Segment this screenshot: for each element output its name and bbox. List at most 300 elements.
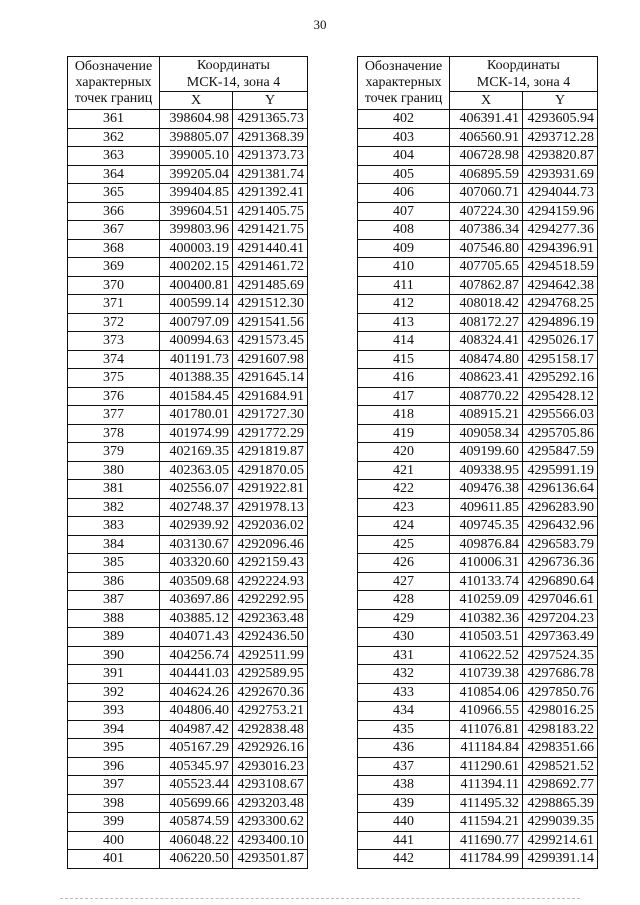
- x-coordinate-cell: 404987.42: [160, 720, 233, 739]
- point-label-line-3: точек границ: [364, 91, 443, 106]
- y-coordinate-cell: 4291512.30: [233, 295, 308, 314]
- y-coordinate-cell: 4294642.38: [523, 276, 598, 295]
- point-number-cell: 396: [68, 757, 160, 776]
- table-row: [68, 128, 308, 147]
- x-coordinate-cell: 407386.34: [450, 221, 523, 240]
- y-coordinate-cell: 4293300.62: [233, 813, 308, 832]
- x-coordinate-cell: 406728.98: [450, 147, 523, 166]
- x-coordinate-cell: 410259.09: [450, 591, 523, 610]
- point-number-cell: 438: [358, 776, 450, 795]
- y-coordinate-cell: 4298521.52: [523, 757, 598, 776]
- y-coordinate-cell: 4292363.48: [233, 609, 308, 628]
- x-coordinate-cell: 398805.07: [160, 128, 233, 147]
- y-coordinate-cell: 4292753.21: [233, 702, 308, 721]
- point-number-cell: 366: [68, 202, 160, 221]
- table-row: [358, 776, 598, 795]
- y-coordinate-cell: 4298016.25: [523, 702, 598, 721]
- y-coordinate-cell: 4291541.56: [233, 313, 308, 332]
- x-coordinate-cell: 399005.10: [160, 147, 233, 166]
- y-coordinate-cell: 4292292.95: [233, 591, 308, 610]
- point-number-cell: 419: [358, 424, 450, 443]
- point-number-cell: 403: [358, 128, 450, 147]
- table-row: [68, 461, 308, 480]
- point-number-cell: 383: [68, 517, 160, 536]
- point-number-cell: 441: [358, 831, 450, 850]
- y-coordinate-cell: 4295566.03: [523, 406, 598, 425]
- table-row: [68, 609, 308, 628]
- point-number-cell: 436: [358, 739, 450, 758]
- point-number-cell: 397: [68, 776, 160, 795]
- point-number-cell: 368: [68, 239, 160, 258]
- point-number-cell: 376: [68, 387, 160, 406]
- table-row: [68, 165, 308, 184]
- y-coordinate-cell: 4294044.73: [523, 184, 598, 203]
- table-row: [68, 757, 308, 776]
- y-coordinate-cell: 4298692.77: [523, 776, 598, 795]
- point-number-cell: 417: [358, 387, 450, 406]
- point-number-cell: 378: [68, 424, 160, 443]
- point-number-cell: 385: [68, 554, 160, 573]
- x-coordinate-cell: 410854.06: [450, 683, 523, 702]
- y-coordinate-cell: 4293400.10: [233, 831, 308, 850]
- point-number-cell: 404: [358, 147, 450, 166]
- table-row: [68, 202, 308, 221]
- point-number-cell: 431: [358, 646, 450, 665]
- point-number-cell: 390: [68, 646, 160, 665]
- y-coordinate-cell: 4298351.66: [523, 739, 598, 758]
- y-coordinate-cell: 4291368.39: [233, 128, 308, 147]
- x-coordinate-cell: 408324.41: [450, 332, 523, 351]
- x-coordinate-cell: 403509.68: [160, 572, 233, 591]
- y-coordinate-cell: 4295158.17: [523, 350, 598, 369]
- point-label-line-2: характерных: [365, 75, 442, 90]
- table-row: [358, 554, 598, 573]
- table-row: [358, 498, 598, 517]
- table-row: [68, 831, 308, 850]
- y-coordinate-cell: 4291573.45: [233, 332, 308, 351]
- point-number-cell: 362: [68, 128, 160, 147]
- point-number-cell: 430: [358, 628, 450, 647]
- x-coordinate-cell: 398604.98: [160, 110, 233, 129]
- y-column-header: Y: [523, 92, 598, 110]
- x-coordinate-cell: 409338.95: [450, 461, 523, 480]
- point-label-line-1: Обозначение: [74, 59, 153, 74]
- x-coordinate-cell: 402748.37: [160, 498, 233, 517]
- table-row: [68, 480, 308, 499]
- table-row: [358, 128, 598, 147]
- x-coordinate-cell: 401191.73: [160, 350, 233, 369]
- point-number-cell: 415: [358, 350, 450, 369]
- table-row: [68, 850, 308, 869]
- x-coordinate-cell: 400400.81: [160, 276, 233, 295]
- point-number-cell: 395: [68, 739, 160, 758]
- point-number-cell: 394: [68, 720, 160, 739]
- point-number-cell: 387: [68, 591, 160, 610]
- x-coordinate-cell: 403130.67: [160, 535, 233, 554]
- table-row: [358, 147, 598, 166]
- y-coordinate-cell: 4291772.29: [233, 424, 308, 443]
- y-coordinate-cell: 4295026.17: [523, 332, 598, 351]
- table-row: [68, 628, 308, 647]
- x-coordinate-cell: 409199.60: [450, 443, 523, 462]
- x-coordinate-cell: 411690.77: [450, 831, 523, 850]
- x-coordinate-cell: 404256.74: [160, 646, 233, 665]
- x-coordinate-cell: 408018.42: [450, 295, 523, 314]
- x-coordinate-cell: 409876.84: [450, 535, 523, 554]
- y-coordinate-cell: 4292511.99: [233, 646, 308, 665]
- table-row: [68, 184, 308, 203]
- point-number-cell: 416: [358, 369, 450, 388]
- x-coordinate-cell: 401584.45: [160, 387, 233, 406]
- y-coordinate-cell: 4297204.23: [523, 609, 598, 628]
- x-coordinate-cell: 410382.36: [450, 609, 523, 628]
- x-coordinate-cell: 403320.60: [160, 554, 233, 573]
- point-number-cell: 429: [358, 609, 450, 628]
- table-row: [68, 110, 308, 129]
- table-body-right: [358, 110, 598, 869]
- point-number-cell: 423: [358, 498, 450, 517]
- table-row: [68, 424, 308, 443]
- point-number-cell: 391: [68, 665, 160, 684]
- table-row: [68, 572, 308, 591]
- x-coordinate-cell: 408623.41: [450, 369, 523, 388]
- table-row: [68, 683, 308, 702]
- x-coordinate-cell: 407060.71: [450, 184, 523, 203]
- x-coordinate-cell: 405167.29: [160, 739, 233, 758]
- x-coordinate-cell: 410739.38: [450, 665, 523, 684]
- table-row: [358, 239, 598, 258]
- x-coordinate-cell: 399604.51: [160, 202, 233, 221]
- y-coordinate-cell: 4291870.05: [233, 461, 308, 480]
- y-coordinate-cell: 4297046.61: [523, 591, 598, 610]
- point-number-cell: 400: [68, 831, 160, 850]
- x-coordinate-cell: 406048.22: [160, 831, 233, 850]
- point-number-cell: 370: [68, 276, 160, 295]
- y-coordinate-cell: 4295991.19: [523, 461, 598, 480]
- table-row: [358, 276, 598, 295]
- y-coordinate-cell: 4291392.41: [233, 184, 308, 203]
- table-row: [68, 739, 308, 758]
- y-coordinate-cell: 4297850.76: [523, 683, 598, 702]
- table-row: [358, 646, 598, 665]
- point-number-cell: 413: [358, 313, 450, 332]
- table-row: [358, 628, 598, 647]
- x-coordinate-cell: 402169.35: [160, 443, 233, 462]
- x-coordinate-cell: 405345.97: [160, 757, 233, 776]
- point-number-cell: 363: [68, 147, 160, 166]
- y-column-header: Y: [233, 92, 308, 110]
- table-row: [68, 258, 308, 277]
- x-coordinate-cell: 410966.55: [450, 702, 523, 721]
- point-number-cell: 382: [68, 498, 160, 517]
- y-coordinate-cell: 4293820.87: [523, 147, 598, 166]
- table-body-left: [68, 110, 308, 869]
- table-row: [358, 702, 598, 721]
- y-coordinate-cell: 4297524.35: [523, 646, 598, 665]
- y-coordinate-cell: 4292838.48: [233, 720, 308, 739]
- x-coordinate-cell: 411784.99: [450, 850, 523, 869]
- x-coordinate-cell: 407224.30: [450, 202, 523, 221]
- x-coordinate-cell: 410503.51: [450, 628, 523, 647]
- x-coordinate-cell: 409745.35: [450, 517, 523, 536]
- x-coordinate-cell: 406391.41: [450, 110, 523, 129]
- coordinates-header-line-1: Координаты: [450, 57, 598, 75]
- y-coordinate-cell: 4294896.19: [523, 313, 598, 332]
- y-coordinate-cell: 4295428.12: [523, 387, 598, 406]
- y-coordinate-cell: 4291421.75: [233, 221, 308, 240]
- y-coordinate-cell: 4291485.69: [233, 276, 308, 295]
- y-coordinate-cell: 4295705.86: [523, 424, 598, 443]
- table-row: [358, 850, 598, 869]
- y-coordinate-cell: 4299039.35: [523, 813, 598, 832]
- x-column-header: X: [450, 92, 523, 110]
- y-coordinate-cell: 4291645.14: [233, 369, 308, 388]
- point-number-cell: 442: [358, 850, 450, 869]
- y-coordinate-cell: 4296583.79: [523, 535, 598, 554]
- x-coordinate-cell: 400003.19: [160, 239, 233, 258]
- y-coordinate-cell: 4293203.48: [233, 794, 308, 813]
- table-row: [358, 461, 598, 480]
- x-coordinate-cell: 404806.40: [160, 702, 233, 721]
- point-number-cell: 369: [68, 258, 160, 277]
- x-coordinate-cell: 404624.26: [160, 683, 233, 702]
- x-coordinate-cell: 409476.38: [450, 480, 523, 499]
- y-coordinate-cell: 4293605.94: [523, 110, 598, 129]
- x-coordinate-cell: 402939.92: [160, 517, 233, 536]
- y-coordinate-cell: 4298865.39: [523, 794, 598, 813]
- table-row: [68, 665, 308, 684]
- point-number-cell: 427: [358, 572, 450, 591]
- table-row: [68, 702, 308, 721]
- point-label-line-3: точек границ: [74, 91, 153, 106]
- x-coordinate-cell: 410133.74: [450, 572, 523, 591]
- point-number-cell: 422: [358, 480, 450, 499]
- point-number-cell: 374: [68, 350, 160, 369]
- x-coordinate-cell: 409611.85: [450, 498, 523, 517]
- x-coordinate-cell: 405523.44: [160, 776, 233, 795]
- y-coordinate-cell: 4292096.46: [233, 535, 308, 554]
- x-coordinate-cell: 405874.59: [160, 813, 233, 832]
- y-coordinate-cell: 4296890.64: [523, 572, 598, 591]
- y-coordinate-cell: 4296736.36: [523, 554, 598, 573]
- x-coordinate-cell: 411495.32: [450, 794, 523, 813]
- table-row: [358, 720, 598, 739]
- x-coordinate-cell: 406220.50: [160, 850, 233, 869]
- table-row: [68, 535, 308, 554]
- y-coordinate-cell: 4293016.23: [233, 757, 308, 776]
- point-number-cell: 426: [358, 554, 450, 573]
- bottom-divider: [60, 898, 580, 899]
- table-row: [68, 813, 308, 832]
- table-row: [68, 646, 308, 665]
- point-number-cell: 388: [68, 609, 160, 628]
- x-coordinate-cell: 402363.05: [160, 461, 233, 480]
- point-number-cell: 433: [358, 683, 450, 702]
- table-row: [68, 794, 308, 813]
- table-row: [358, 202, 598, 221]
- coordinates-table-right: [357, 56, 598, 869]
- x-coordinate-cell: 405699.66: [160, 794, 233, 813]
- point-number-cell: 377: [68, 406, 160, 425]
- point-number-cell: 371: [68, 295, 160, 314]
- point-designation-header: [358, 57, 450, 110]
- x-coordinate-cell: 400202.15: [160, 258, 233, 277]
- table-row: [68, 147, 308, 166]
- y-coordinate-cell: 4291607.98: [233, 350, 308, 369]
- table-row: [68, 387, 308, 406]
- point-number-cell: 398: [68, 794, 160, 813]
- table-row: [358, 332, 598, 351]
- table-row: [358, 387, 598, 406]
- table-row: [358, 295, 598, 314]
- point-number-cell: 435: [358, 720, 450, 739]
- point-number-cell: 367: [68, 221, 160, 240]
- y-coordinate-cell: 4291978.13: [233, 498, 308, 517]
- table-row: [68, 332, 308, 351]
- x-coordinate-cell: 408915.21: [450, 406, 523, 425]
- y-coordinate-cell: 4291922.81: [233, 480, 308, 499]
- y-coordinate-cell: 4293501.87: [233, 850, 308, 869]
- table-row: [68, 554, 308, 573]
- point-number-cell: 399: [68, 813, 160, 832]
- x-coordinate-cell: 400797.09: [160, 313, 233, 332]
- table-row: [358, 313, 598, 332]
- y-coordinate-cell: 4291365.73: [233, 110, 308, 129]
- point-number-cell: 384: [68, 535, 160, 554]
- y-coordinate-cell: 4292036.02: [233, 517, 308, 536]
- x-coordinate-cell: 411594.21: [450, 813, 523, 832]
- x-coordinate-cell: 411076.81: [450, 720, 523, 739]
- point-number-cell: 440: [358, 813, 450, 832]
- y-coordinate-cell: 4293931.69: [523, 165, 598, 184]
- table-row: [358, 794, 598, 813]
- y-coordinate-cell: 4293108.67: [233, 776, 308, 795]
- table-row: [68, 720, 308, 739]
- table-row: [68, 443, 308, 462]
- table-row: [358, 406, 598, 425]
- table-row: [358, 591, 598, 610]
- point-number-cell: 410: [358, 258, 450, 277]
- x-coordinate-cell: 399803.96: [160, 221, 233, 240]
- x-coordinate-cell: 400994.63: [160, 332, 233, 351]
- point-number-cell: 361: [68, 110, 160, 129]
- point-number-cell: 418: [358, 406, 450, 425]
- y-coordinate-cell: 4297363.49: [523, 628, 598, 647]
- x-coordinate-cell: 410006.31: [450, 554, 523, 573]
- point-number-cell: 421: [358, 461, 450, 480]
- point-number-cell: 389: [68, 628, 160, 647]
- x-coordinate-cell: 402556.07: [160, 480, 233, 499]
- point-number-cell: 392: [68, 683, 160, 702]
- table-row: [68, 517, 308, 536]
- point-number-cell: 437: [358, 757, 450, 776]
- y-coordinate-cell: 4291440.41: [233, 239, 308, 258]
- table-row: [358, 739, 598, 758]
- table-row: [358, 665, 598, 684]
- table-row: [68, 776, 308, 795]
- x-coordinate-cell: 408172.27: [450, 313, 523, 332]
- x-coordinate-cell: 399404.85: [160, 184, 233, 203]
- table-row: [358, 813, 598, 832]
- y-coordinate-cell: 4299214.61: [523, 831, 598, 850]
- coordinates-header-line-2: МСК-14, зона 4: [160, 74, 308, 92]
- point-number-cell: 411: [358, 276, 450, 295]
- x-coordinate-cell: 411290.61: [450, 757, 523, 776]
- y-coordinate-cell: 4296136.64: [523, 480, 598, 499]
- x-coordinate-cell: 411184.84: [450, 739, 523, 758]
- table-row: [358, 517, 598, 536]
- x-coordinate-cell: 406895.59: [450, 165, 523, 184]
- x-coordinate-cell: 401780.01: [160, 406, 233, 425]
- point-number-cell: 375: [68, 369, 160, 388]
- y-coordinate-cell: 4291819.87: [233, 443, 308, 462]
- point-label-line-1: Обозначение: [364, 59, 443, 74]
- y-coordinate-cell: 4292159.43: [233, 554, 308, 573]
- point-number-cell: 428: [358, 591, 450, 610]
- y-coordinate-cell: 4294518.59: [523, 258, 598, 277]
- y-coordinate-cell: 4291373.73: [233, 147, 308, 166]
- table-row: [358, 258, 598, 277]
- table-row: [68, 350, 308, 369]
- x-coordinate-cell: 404441.03: [160, 665, 233, 684]
- y-coordinate-cell: 4295292.16: [523, 369, 598, 388]
- table-row: [358, 480, 598, 499]
- table-row: [358, 424, 598, 443]
- x-coordinate-cell: 401388.35: [160, 369, 233, 388]
- y-coordinate-cell: 4291684.91: [233, 387, 308, 406]
- x-coordinate-cell: 403885.12: [160, 609, 233, 628]
- x-coordinate-cell: 410622.52: [450, 646, 523, 665]
- table-row: [68, 406, 308, 425]
- point-number-cell: 434: [358, 702, 450, 721]
- y-coordinate-cell: 4294768.25: [523, 295, 598, 314]
- x-coordinate-cell: 406560.91: [450, 128, 523, 147]
- table-row: [358, 369, 598, 388]
- point-number-cell: 439: [358, 794, 450, 813]
- y-coordinate-cell: 4295847.59: [523, 443, 598, 462]
- table-row: [358, 757, 598, 776]
- table-row: [358, 572, 598, 591]
- point-number-cell: 432: [358, 665, 450, 684]
- point-number-cell: 364: [68, 165, 160, 184]
- y-coordinate-cell: 4293712.28: [523, 128, 598, 147]
- table-row: [68, 295, 308, 314]
- x-coordinate-cell: 403697.86: [160, 591, 233, 610]
- point-number-cell: 405: [358, 165, 450, 184]
- y-coordinate-cell: 4292670.36: [233, 683, 308, 702]
- x-coordinate-cell: 408474.80: [450, 350, 523, 369]
- coordinates-header-line-1: Координаты: [160, 57, 308, 75]
- point-number-cell: 409: [358, 239, 450, 258]
- table-row: [68, 313, 308, 332]
- y-coordinate-cell: 4291381.74: [233, 165, 308, 184]
- y-coordinate-cell: 4297686.78: [523, 665, 598, 684]
- point-number-cell: 407: [358, 202, 450, 221]
- table-row: [358, 110, 598, 129]
- y-coordinate-cell: 4291405.75: [233, 202, 308, 221]
- point-number-cell: 373: [68, 332, 160, 351]
- x-coordinate-cell: 409058.34: [450, 424, 523, 443]
- coordinates-header-line-2: МСК-14, зона 4: [450, 74, 598, 92]
- point-number-cell: 414: [358, 332, 450, 351]
- y-coordinate-cell: 4298183.22: [523, 720, 598, 739]
- x-coordinate-cell: 401974.99: [160, 424, 233, 443]
- point-number-cell: 408: [358, 221, 450, 240]
- y-coordinate-cell: 4292926.16: [233, 739, 308, 758]
- point-number-cell: 412: [358, 295, 450, 314]
- y-coordinate-cell: 4294277.36: [523, 221, 598, 240]
- y-coordinate-cell: 4294159.96: [523, 202, 598, 221]
